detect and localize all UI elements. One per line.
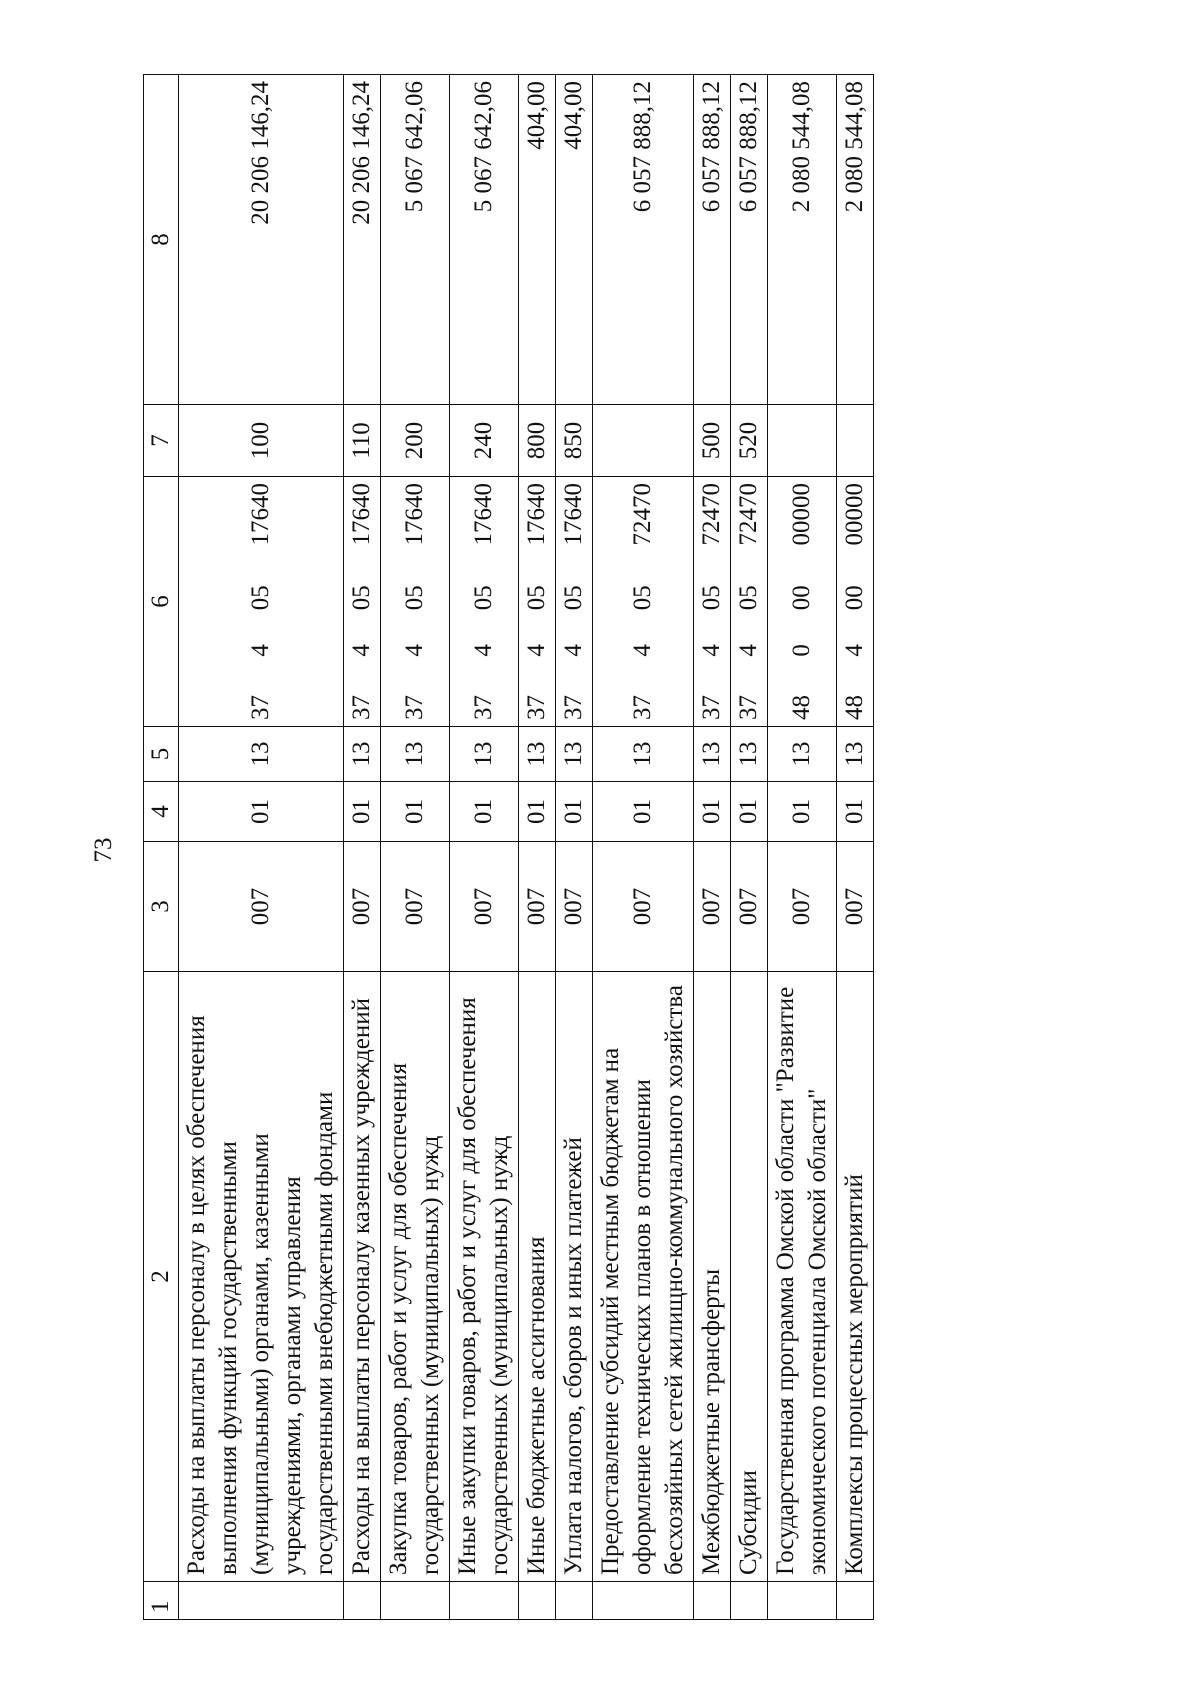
department-code-cell: 007 bbox=[556, 842, 593, 972]
program-code: 37 bbox=[629, 695, 656, 720]
subsection-code-cell: 13 bbox=[694, 727, 731, 782]
row-number-cell bbox=[593, 1582, 694, 1620]
subsection-code-cell: 13 bbox=[344, 727, 381, 782]
subsection-code-cell: 13 bbox=[556, 727, 593, 782]
section-code-cell: 01 bbox=[450, 782, 519, 842]
direction-code: 17640 bbox=[560, 483, 587, 546]
target-article-code bbox=[468, 483, 500, 720]
section-code-cell: 01 bbox=[694, 782, 731, 842]
expense-type-code-cell bbox=[593, 405, 694, 477]
table-row bbox=[519, 75, 556, 1620]
target-article-cell bbox=[344, 477, 381, 727]
section-code-cell: 01 bbox=[344, 782, 381, 842]
department-code-cell: 007 bbox=[837, 842, 874, 972]
subprogram-code: 4 bbox=[629, 644, 656, 657]
program-code: 37 bbox=[735, 695, 762, 720]
direction-code: 17640 bbox=[470, 483, 497, 546]
program-code: 37 bbox=[470, 695, 497, 720]
table-row bbox=[768, 75, 837, 1620]
expense-type-code-cell: 240 bbox=[450, 405, 519, 477]
subsection-code-cell: 13 bbox=[837, 727, 874, 782]
program-code: 37 bbox=[523, 695, 550, 720]
event-code: 05 bbox=[698, 585, 725, 611]
expense-type-code-cell: 110 bbox=[344, 405, 381, 477]
row-number-cell bbox=[179, 1582, 344, 1620]
subsection-code-cell: 13 bbox=[519, 727, 556, 782]
amount-cell: 5 067 642,06 bbox=[381, 75, 450, 405]
header-cell-5: 5 bbox=[144, 727, 179, 782]
section-code-cell: 01 bbox=[837, 782, 874, 842]
subsection-code-cell: 13 bbox=[731, 727, 768, 782]
expense-name-cell: Межбюджетные трансферты bbox=[694, 972, 731, 1582]
header-cell-7: 7 bbox=[144, 405, 179, 477]
direction-code: 72470 bbox=[735, 483, 762, 546]
department-code-cell: 007 bbox=[519, 842, 556, 972]
table-row bbox=[556, 75, 593, 1620]
subprogram-code: 0 bbox=[788, 644, 815, 657]
amount-cell: 20 206 146,24 bbox=[179, 75, 344, 405]
expense-name-cell: Уплата налогов, сборов и иных платежей bbox=[556, 972, 593, 1582]
target-article-code bbox=[558, 483, 590, 720]
direction-code: 17640 bbox=[523, 483, 550, 546]
amount-cell: 6 057 888,12 bbox=[731, 75, 768, 405]
department-code-cell: 007 bbox=[593, 842, 694, 972]
target-article-cell bbox=[694, 477, 731, 727]
event-code: 05 bbox=[470, 585, 497, 611]
event-code: 05 bbox=[401, 585, 428, 611]
expense-type-code-cell: 500 bbox=[694, 405, 731, 477]
row-number-cell bbox=[768, 1582, 837, 1620]
subsection-code-cell: 13 bbox=[179, 727, 344, 782]
table-row bbox=[837, 75, 874, 1620]
target-article-code bbox=[627, 483, 659, 720]
header-cell-3: 3 bbox=[144, 842, 179, 972]
subprogram-code: 4 bbox=[401, 644, 428, 657]
subprogram-code: 4 bbox=[735, 644, 762, 657]
department-code-cell: 007 bbox=[731, 842, 768, 972]
amount-cell: 5 067 642,06 bbox=[450, 75, 519, 405]
section-code-cell: 01 bbox=[179, 782, 344, 842]
row-number-cell bbox=[694, 1582, 731, 1620]
header-cell-8: 8 bbox=[144, 75, 179, 405]
direction-code: 72470 bbox=[629, 483, 656, 546]
target-article-cell bbox=[179, 477, 344, 727]
expense-name-cell: Комплексы процессных мероприятий bbox=[837, 972, 874, 1582]
target-article-code bbox=[696, 483, 728, 720]
target-article-cell bbox=[731, 477, 768, 727]
table-row bbox=[731, 75, 768, 1620]
amount-cell: 404,00 bbox=[556, 75, 593, 405]
header-cell-6: 6 bbox=[144, 477, 179, 727]
subprogram-code: 4 bbox=[348, 644, 375, 657]
subprogram-code: 4 bbox=[523, 644, 550, 657]
budget-table bbox=[143, 74, 874, 1620]
section-code-cell: 01 bbox=[519, 782, 556, 842]
row-number-cell bbox=[344, 1582, 381, 1620]
target-article-code bbox=[245, 483, 277, 720]
expense-type-code-cell: 850 bbox=[556, 405, 593, 477]
table-row bbox=[344, 75, 381, 1620]
target-article-code bbox=[839, 483, 871, 720]
direction-code: 72470 bbox=[698, 483, 725, 546]
table-header-row bbox=[144, 75, 179, 1620]
subprogram-code: 4 bbox=[560, 644, 587, 657]
amount-cell: 6 057 888,12 bbox=[593, 75, 694, 405]
row-number-cell bbox=[731, 1582, 768, 1620]
event-code: 00 bbox=[788, 585, 815, 611]
department-code-cell: 007 bbox=[381, 842, 450, 972]
target-article-code bbox=[521, 483, 553, 720]
target-article-cell bbox=[450, 477, 519, 727]
target-article-cell bbox=[837, 477, 874, 727]
expense-name-cell: Иные бюджетные ассигнования bbox=[519, 972, 556, 1582]
program-code: 37 bbox=[247, 695, 274, 720]
direction-code: 17640 bbox=[247, 483, 274, 546]
subprogram-code: 4 bbox=[698, 644, 725, 657]
target-article-cell bbox=[593, 477, 694, 727]
expense-type-code-cell bbox=[837, 405, 874, 477]
program-code: 48 bbox=[841, 695, 868, 720]
direction-code: 17640 bbox=[348, 483, 375, 546]
subsection-code-cell: 13 bbox=[768, 727, 837, 782]
event-code: 05 bbox=[247, 585, 274, 611]
subsection-code-cell: 13 bbox=[381, 727, 450, 782]
expense-type-code-cell: 800 bbox=[519, 405, 556, 477]
department-code-cell: 007 bbox=[694, 842, 731, 972]
header-cell-1: 1 bbox=[144, 1582, 179, 1620]
amount-cell: 20 206 146,24 bbox=[344, 75, 381, 405]
page-number: 73 bbox=[90, 837, 117, 863]
department-code-cell: 007 bbox=[179, 842, 344, 972]
event-code: 05 bbox=[523, 585, 550, 611]
department-code-cell: 007 bbox=[344, 842, 381, 972]
subprogram-code: 4 bbox=[247, 644, 274, 657]
subprogram-code: 4 bbox=[470, 644, 497, 657]
section-code-cell: 01 bbox=[768, 782, 837, 842]
row-number-cell bbox=[837, 1582, 874, 1620]
expense-name-cell: Предоставление субсидий местным бюджетам на оформление технических планов в отношении бесхозяйных сетей жилищно-коммунального хозяйства bbox=[593, 972, 694, 1582]
direction-code: 00000 bbox=[788, 483, 815, 546]
expense-type-code-cell: 520 bbox=[731, 405, 768, 477]
amount-cell: 404,00 bbox=[519, 75, 556, 405]
subsection-code-cell: 13 bbox=[450, 727, 519, 782]
table-row bbox=[694, 75, 731, 1620]
target-article-cell bbox=[768, 477, 837, 727]
expense-name-cell: Иные закупки товаров, работ и услуг для обеспечения государственных (муниципальных) нужд bbox=[450, 972, 519, 1582]
program-code: 37 bbox=[698, 695, 725, 720]
row-number-cell bbox=[381, 1582, 450, 1620]
event-code: 05 bbox=[560, 585, 587, 611]
event-code: 05 bbox=[348, 585, 375, 611]
target-article-code bbox=[346, 483, 378, 720]
department-code-cell: 007 bbox=[768, 842, 837, 972]
amount-cell: 2 080 544,08 bbox=[768, 75, 837, 405]
subprogram-code: 4 bbox=[841, 644, 868, 657]
row-number-cell bbox=[519, 1582, 556, 1620]
expense-type-code-cell: 100 bbox=[179, 405, 344, 477]
event-code: 05 bbox=[735, 585, 762, 611]
amount-cell: 2 080 544,08 bbox=[837, 75, 874, 405]
expense-name-cell: Закупка товаров, работ и услуг для обеспечения государственных (муниципальных) нужд bbox=[381, 972, 450, 1582]
expense-name-cell: Расходы на выплаты персоналу в целях обеспечения выполнения функций государственными (муниципальными) органами, казенными учреждениями, органами управления государственными внебюджетными фондами bbox=[179, 972, 344, 1582]
expense-name-cell: Государственная программа Омской области "Развитие экономического потенциала Омской области" bbox=[768, 972, 837, 1582]
program-code: 48 bbox=[788, 695, 815, 720]
expense-name-cell: Расходы на выплаты персоналу казенных учреждений bbox=[344, 972, 381, 1582]
row-number-cell bbox=[450, 1582, 519, 1620]
event-code: 00 bbox=[841, 585, 868, 611]
program-code: 37 bbox=[401, 695, 428, 720]
row-number-cell bbox=[556, 1582, 593, 1620]
section-code-cell: 01 bbox=[731, 782, 768, 842]
section-code-cell: 01 bbox=[381, 782, 450, 842]
program-code: 37 bbox=[560, 695, 587, 720]
expense-type-code-cell bbox=[768, 405, 837, 477]
target-article-cell bbox=[556, 477, 593, 727]
event-code: 05 bbox=[629, 585, 656, 611]
program-code: 37 bbox=[348, 695, 375, 720]
direction-code: 17640 bbox=[401, 483, 428, 546]
header-cell-2: 2 bbox=[144, 972, 179, 1582]
direction-code: 00000 bbox=[841, 483, 868, 546]
table-row bbox=[179, 75, 344, 1620]
target-article-code bbox=[399, 483, 431, 720]
section-code-cell: 01 bbox=[593, 782, 694, 842]
section-code-cell: 01 bbox=[556, 782, 593, 842]
table-row bbox=[381, 75, 450, 1620]
table-row bbox=[450, 75, 519, 1620]
target-article-code bbox=[786, 483, 818, 720]
table-row bbox=[593, 75, 694, 1620]
department-code-cell: 007 bbox=[450, 842, 519, 972]
amount-cell: 6 057 888,12 bbox=[694, 75, 731, 405]
subsection-code-cell: 13 bbox=[593, 727, 694, 782]
target-article-code bbox=[733, 483, 765, 720]
target-article-cell bbox=[381, 477, 450, 727]
expense-name-cell: Субсидии bbox=[731, 972, 768, 1582]
header-cell-4: 4 bbox=[144, 782, 179, 842]
target-article-cell bbox=[519, 477, 556, 727]
expense-type-code-cell: 200 bbox=[381, 405, 450, 477]
